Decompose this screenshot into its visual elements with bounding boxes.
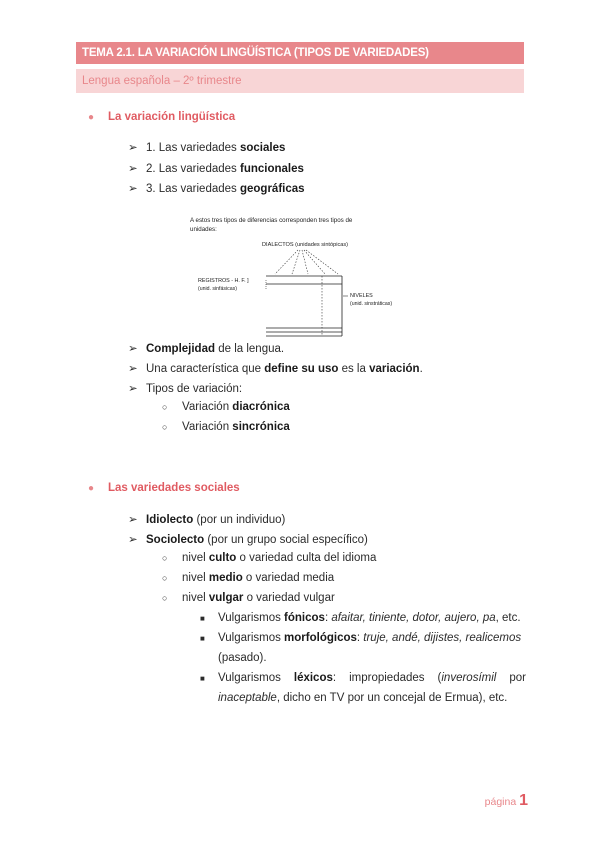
diagram-caption: A estos tres tipos de diferencias corresponden tres tipos de	[190, 217, 353, 224]
arrow-bullet-icon: ➢	[128, 383, 138, 395]
diagram-label-registros-sub: (unid. sinfásicas)	[198, 286, 237, 292]
circle-bullet-icon: ○	[162, 593, 168, 603]
list-item: ○ Variación sincrónica	[162, 421, 290, 433]
arrow-bullet-icon: ➢	[128, 514, 138, 526]
arrow-bullet-icon: ➢	[128, 363, 138, 375]
document-subtitle: Lengua española – 2º trimestre	[76, 69, 524, 93]
arrow-bullet-icon: ➢	[128, 534, 138, 546]
list-item: ➢ 1. Las variedades sociales	[128, 142, 286, 154]
square-bullet-icon: ■	[200, 634, 205, 643]
list-item: ○ nivel medio o variedad media	[162, 572, 335, 584]
diagram-label-niveles-sub: (unid. sinstráticas)	[350, 301, 393, 307]
circle-bullet-icon: ○	[162, 553, 168, 563]
list-item: ➢ Idiolecto (por un individuo)	[128, 514, 286, 526]
list-item: ➢ 2. Las variedades funcionales	[128, 163, 304, 175]
arrow-bullet-icon: ➢	[128, 163, 138, 175]
diagram-label-registros: REGISTROS - H. F. ]	[198, 278, 249, 284]
list-item: ➢ 3. Las variedades geográficas	[128, 183, 305, 195]
list-item: ○ nivel culto o variedad culta del idioma	[162, 552, 377, 564]
units-diagram	[180, 210, 420, 350]
arrow-bullet-icon: ➢	[128, 343, 138, 355]
bullet-dot-icon: ●	[88, 112, 95, 123]
list-item: ■ Vulgarismos fónicos: afaitar, tiniente, dotor, aujero, pa, etc.	[200, 612, 521, 624]
list-item: ○ nivel vulgar o variedad vulgar	[162, 592, 335, 604]
list-item: ➢ Sociolecto (por un grupo social específico)	[128, 534, 368, 546]
arrow-bullet-icon: ➢	[128, 142, 138, 154]
list-item	[200, 672, 218, 684]
arrow-bullet-icon: ➢	[128, 183, 138, 195]
square-bullet-icon: ■	[200, 674, 205, 683]
list-item: ■ Vulgarismos morfológicos: truje, andé, dijistes, realicemos	[200, 632, 522, 644]
section-title-sociales: ● Las variedades sociales	[88, 482, 240, 494]
section-title-variacion: ● La variación lingüística	[88, 111, 236, 123]
diagram-label-niveles: NIVELES	[350, 293, 373, 299]
page-number: página 1	[484, 792, 528, 809]
list-item: ➢ Una característica que define su uso es la variación.	[128, 363, 423, 375]
list-item-continuation: (pasado).	[218, 652, 267, 664]
list-item: ○ Variación diacrónica	[162, 401, 290, 413]
diagram-caption: unidades:	[190, 226, 217, 233]
circle-bullet-icon: ○	[162, 402, 168, 412]
diagram-label-dialectos: DIALECTOS (unidades sintópicas)	[262, 242, 349, 248]
circle-bullet-icon: ○	[162, 422, 168, 432]
list-item-continuation: inaceptable, dicho en TV por un concejal de Ermua), etc.	[218, 692, 508, 704]
document-title: TEMA 2.1. LA VARIACIÓN LINGÜÍSTICA (TIPOS DE VARIEDADES)	[76, 42, 524, 64]
bullet-dot-icon: ●	[88, 483, 95, 494]
square-bullet-icon: ■	[200, 614, 205, 623]
list-item-text: Vulgarismos léxicos: impropiedades (inverosímil por	[218, 672, 526, 684]
list-item: ➢ Tipos de variación:	[128, 383, 243, 395]
list-item: ➢ Complejidad de la lengua.	[128, 343, 285, 355]
circle-bullet-icon: ○	[162, 573, 168, 583]
